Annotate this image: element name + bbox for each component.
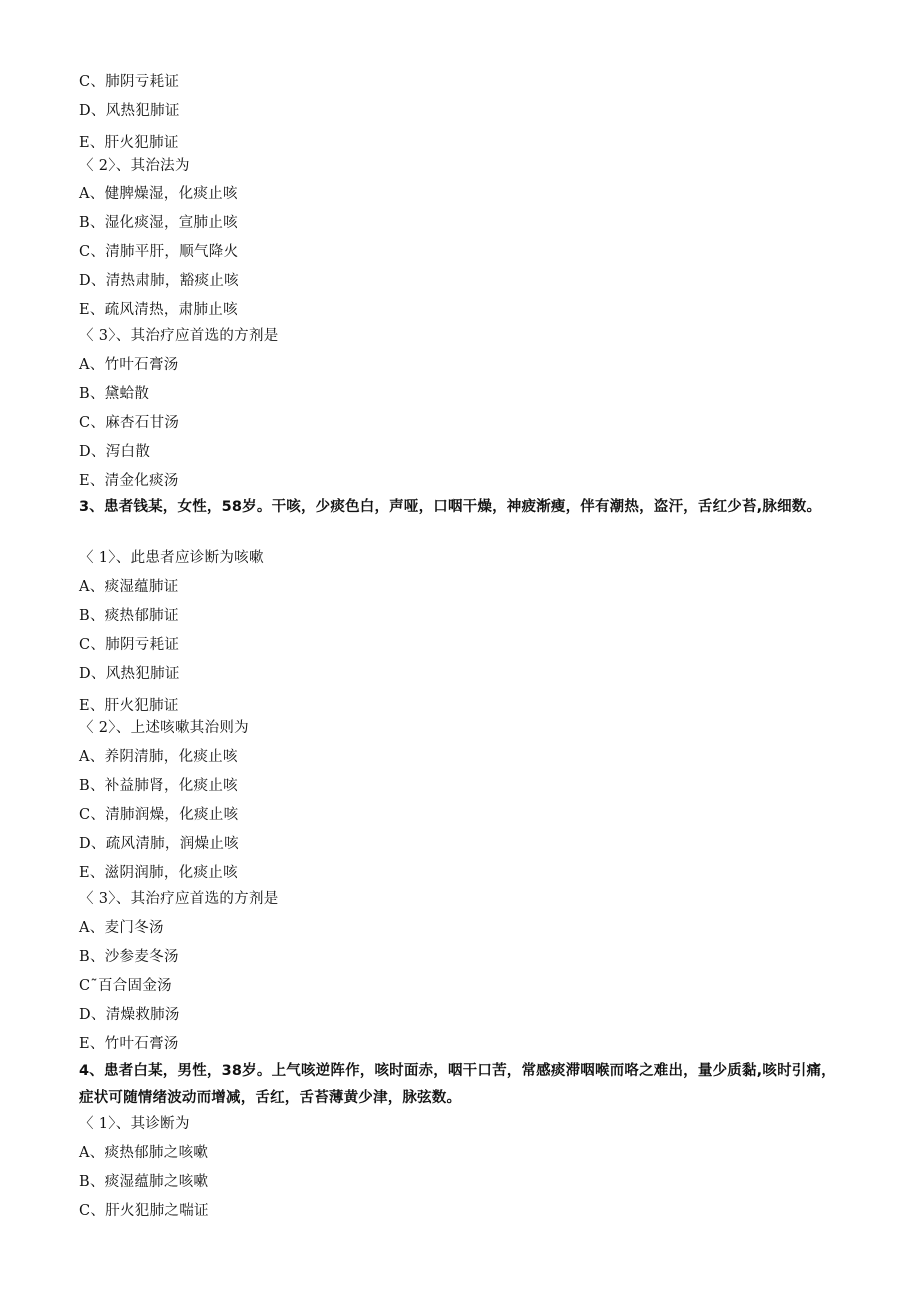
option-e: E、肝火犯肺证	[79, 135, 179, 151]
option-d: D、清燥救肺汤	[79, 1007, 180, 1023]
option-b: B、痰湿蕴肺之咳嗽	[79, 1174, 209, 1190]
option-e: E、疏风清热，肃肺止咳	[79, 302, 238, 318]
sub-question: 〈 1〉、其诊断为	[79, 1116, 190, 1132]
option-b: B、沙参麦冬汤	[79, 949, 179, 965]
option-e: E、滋阴润肺，化痰止咳	[79, 865, 238, 881]
option-c: C、麻杏石甘汤	[79, 415, 180, 431]
sub-question: 〈 2〉、其治法为	[79, 158, 190, 174]
option-c: C、清肺润燥，化痰止咳	[79, 807, 239, 823]
option-d: D、清热肃肺，豁痰止咳	[79, 273, 239, 289]
option-e: E、肝火犯肺证	[79, 698, 179, 714]
option-b: B、补益肺肾，化痰止咳	[79, 778, 238, 794]
sub-question: 〈 2〉、上述咳嗽其治则为	[79, 720, 249, 736]
option-a: A、竹叶石膏汤	[79, 357, 179, 373]
option-a: A、痰热郁肺之咳嗽	[79, 1145, 209, 1161]
option-a: A、麦门冬汤	[79, 920, 164, 936]
case-question: 3、患者钱某，女性，58岁。干咳，少痰色白，声哑，口咽干燥，神疲渐瘦，伴有潮热，盗汗，舌红少苔,脉细数。	[79, 499, 822, 515]
sub-question: 〈 1〉、此患者应诊断为咳嗽	[79, 550, 264, 566]
case-question: 4、患者白某，男性，38岁。上气咳逆阵作，咳时面赤，咽干口苦，常感痰滞咽喉而咯之难出，量少质黏,咳时引痛，症状可随情绪波动而增减，舌红，舌苔薄黄少津，脉弦数。	[79, 1063, 836, 1106]
sub-question: 〈 3〉、其治疗应首选的方剂是	[79, 891, 279, 907]
option-d: D、风热犯肺证	[79, 666, 180, 682]
option-d: D、风热犯肺证	[79, 103, 180, 119]
option-b: B、湿化痰湿，宣肺止咳	[79, 215, 238, 231]
option-e: E、清金化痰汤	[79, 473, 179, 489]
option-a: A、养阴清肺，化痰止咳	[79, 749, 238, 765]
option-d: D、疏风清肺，润燥止咳	[79, 836, 239, 852]
option-c: C、肝火犯肺之喘证	[79, 1203, 209, 1219]
option-c: C、肺阴亏耗证	[79, 74, 180, 90]
sub-question: 〈 3〉、其治疗应首选的方剂是	[79, 328, 279, 344]
option-d: D、泻白散	[79, 444, 151, 460]
option-b: B、黛蛤散	[79, 386, 150, 402]
option-e: E、竹叶石膏汤	[79, 1036, 179, 1052]
option-c: C˜百合固金汤	[79, 978, 172, 994]
option-b: B、痰热郁肺证	[79, 608, 179, 624]
option-c: C、清肺平肝，顺气降火	[79, 244, 239, 260]
option-c: C、肺阴亏耗证	[79, 637, 180, 653]
option-a: A、痰湿蕴肺证	[79, 579, 179, 595]
option-a: A、健脾燥湿，化痰止咳	[79, 186, 238, 202]
